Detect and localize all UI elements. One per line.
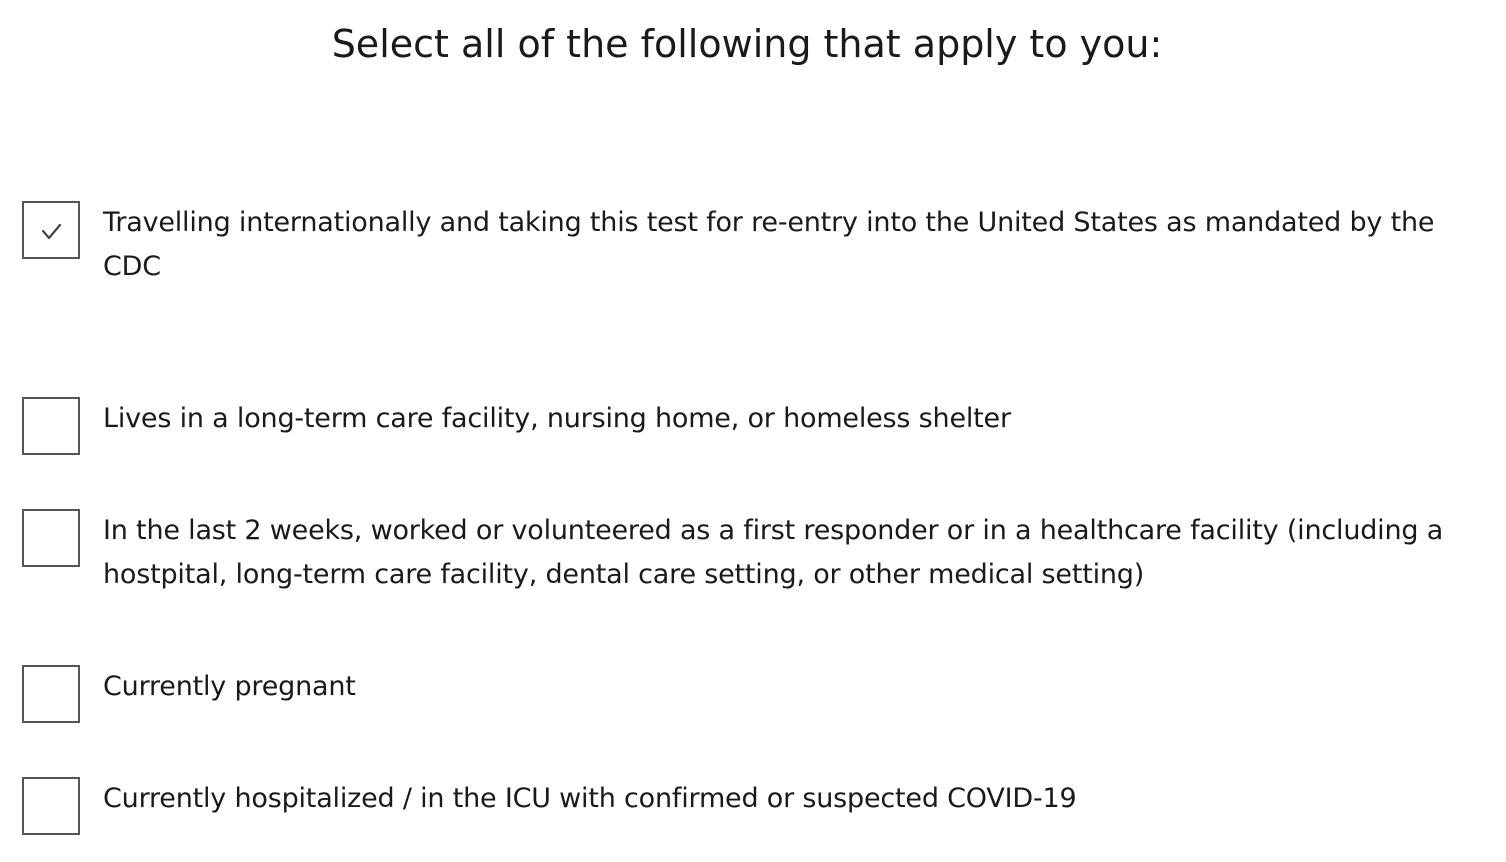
option-first-responder[interactable] <box>22 509 1482 599</box>
option-pregnant[interactable] <box>22 665 1482 725</box>
option-long-term-care[interactable] <box>22 397 1482 457</box>
hospitalized-label: Currently hospitalized / in the ICU with confirmed or suspected COVID-19 <box>103 783 1077 814</box>
first-responder-checkbox[interactable] <box>22 509 80 567</box>
first-responder-label: In the last 2 weeks, worked or volunteered as a first responder or in a healthcare facility (including a hostpital, long-term care facility, dental care setting, or other medical setting) <box>103 515 1444 590</box>
international-travel-checkbox[interactable] <box>22 201 80 259</box>
page-title: Select all of the following that apply to you: <box>331 22 1163 66</box>
pregnant-label: Currently pregnant <box>103 671 356 702</box>
long-term-care-checkbox[interactable] <box>22 397 80 455</box>
pregnant-checkbox[interactable] <box>22 665 80 723</box>
checkmark-icon <box>24 203 78 257</box>
hospitalized-checkbox[interactable] <box>22 777 80 835</box>
long-term-care-label: Lives in a long-term care facility, nursing home, or homeless shelter <box>103 403 1011 434</box>
international-travel-label: Travelling internationally and taking this test for re-entry into the United States as mandated by the CDC <box>103 207 1435 282</box>
option-international-travel[interactable] <box>22 201 1482 291</box>
option-hospitalized[interactable] <box>22 777 1482 837</box>
